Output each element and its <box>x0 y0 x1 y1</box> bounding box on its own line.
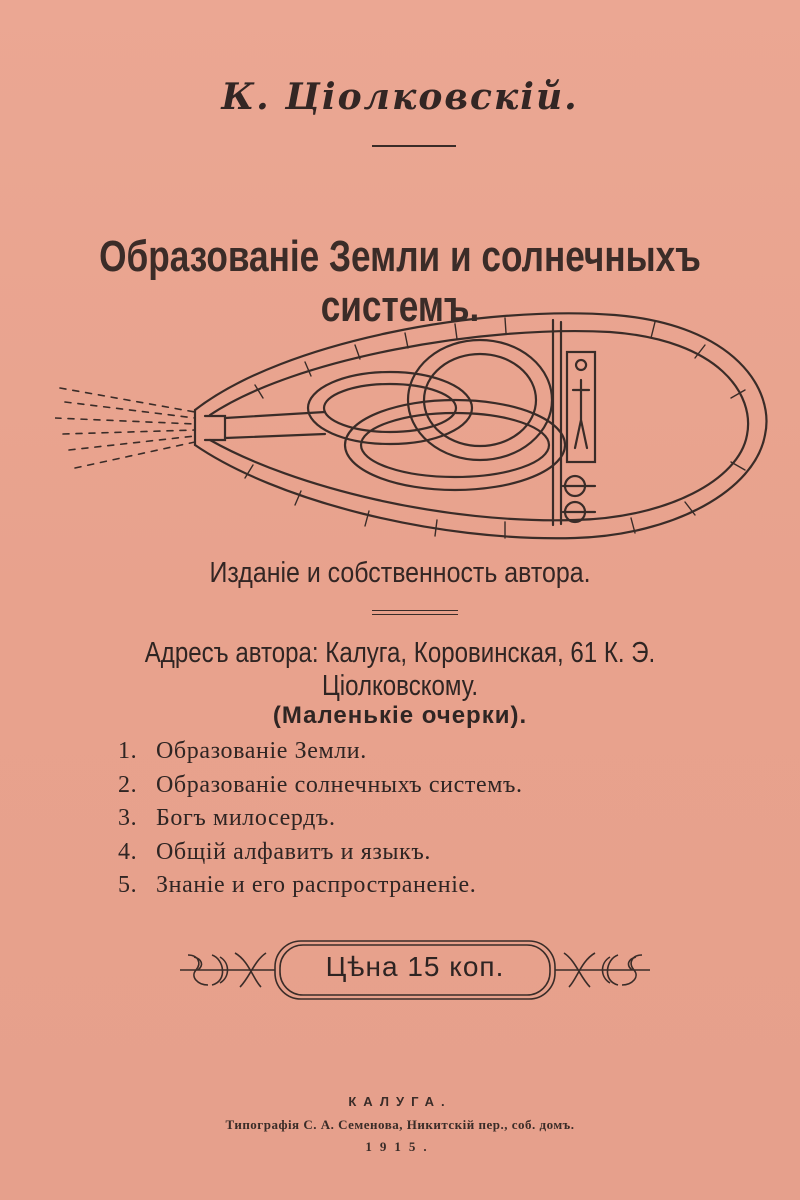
essay-title: Образованіе Земли. <box>156 738 367 764</box>
essay-number: 1. <box>118 738 138 764</box>
book-title: Образованіе Земли и солнечныхъ системъ. <box>99 232 701 331</box>
author-divider <box>372 145 456 147</box>
essay-title: Общій алфавитъ и языкъ. <box>156 838 432 865</box>
list-item <box>118 839 523 873</box>
essay-list <box>118 738 523 906</box>
exhaust-plume-icon <box>55 388 195 468</box>
essay-title: Образованіе солнечныхъ системъ. <box>156 771 523 798</box>
essay-number: 4. <box>118 838 138 865</box>
essay-title: Богъ милосердъ. <box>156 805 336 831</box>
essay-number: 5. <box>118 872 138 898</box>
author-address: Адресъ автора: Калуга, Коровинская, 61 К. Э. Ціолковскому. <box>144 637 656 702</box>
author-name: К. Ціолковскій. <box>221 76 579 118</box>
essay-number: 2. <box>118 771 138 798</box>
publication-year: 1915. <box>365 1139 435 1154</box>
publication-city: КАЛУГА. <box>348 1094 452 1109</box>
list-item <box>118 805 523 839</box>
series-title: (Маленькіе очерки). <box>272 702 528 729</box>
list-item <box>118 738 523 772</box>
list-item <box>118 872 523 906</box>
publisher-note: Изданіе и собственность автора. <box>209 557 591 589</box>
rocket-illustration <box>55 300 775 550</box>
essay-number: 3. <box>118 805 138 831</box>
essay-title: Знаніе и его распространеніе. <box>156 872 477 898</box>
price-label: Цѣна 15 коп. <box>325 951 505 982</box>
publisher-divider-bottom <box>372 614 458 615</box>
publisher-divider-top <box>372 610 458 611</box>
list-item <box>118 772 523 806</box>
printer-imprint: Типографія С. А. Семенова, Никитскій пер., соб. домъ. <box>225 1117 575 1132</box>
